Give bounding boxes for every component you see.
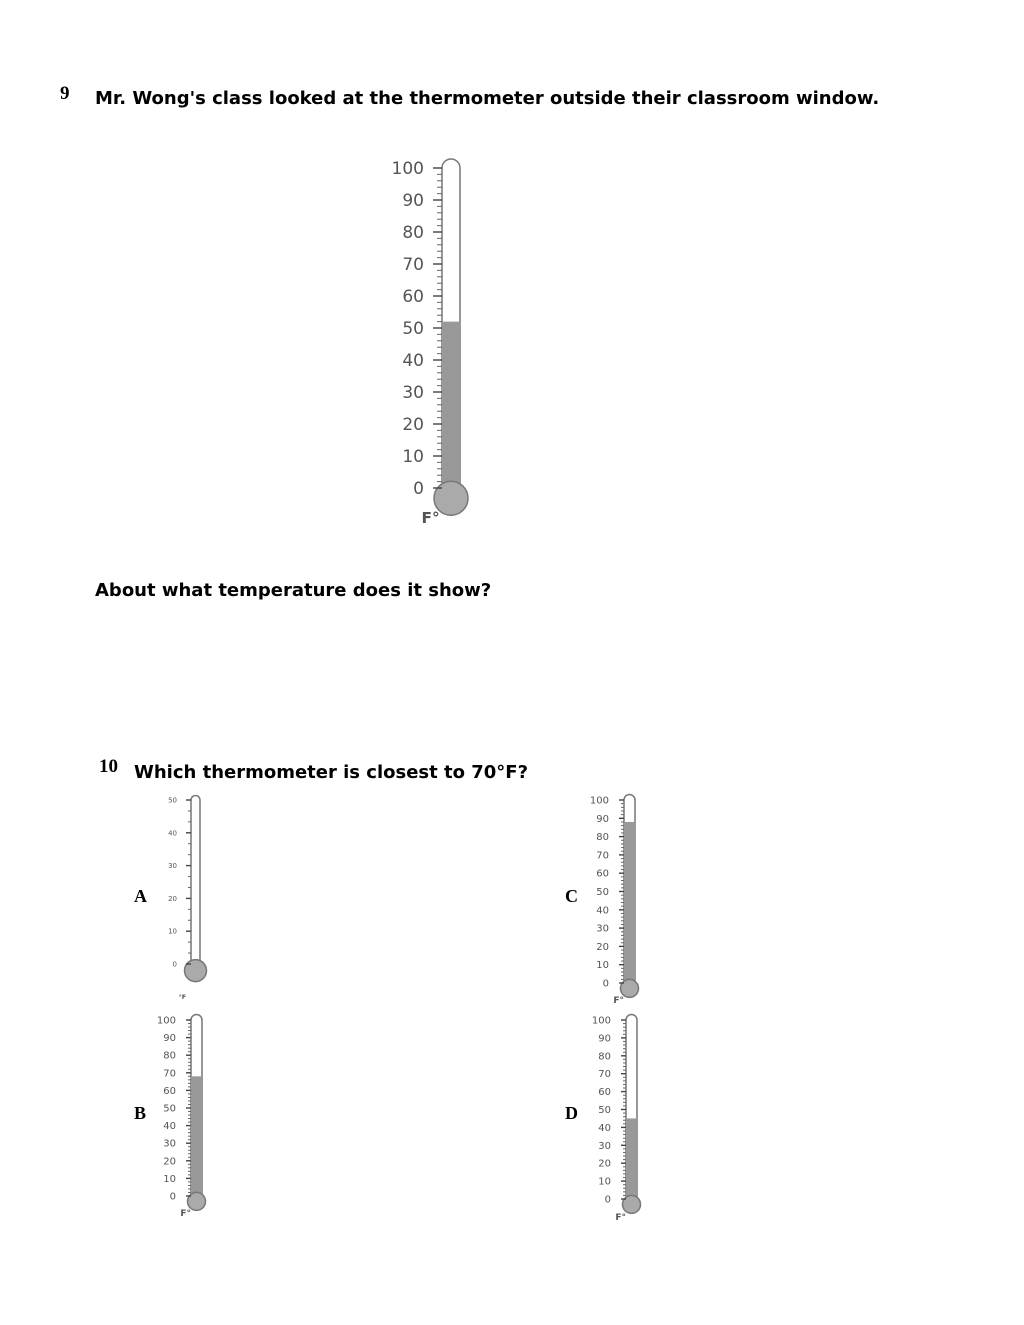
- scale-label: 90: [596, 813, 609, 825]
- scale-label: 20: [596, 941, 609, 953]
- scale-label: 30: [163, 1138, 176, 1150]
- unit-label: F°: [180, 1209, 192, 1219]
- scale-label: 20: [402, 414, 424, 435]
- scale-label: 50: [168, 796, 177, 805]
- scale-label: 40: [596, 905, 609, 917]
- scale-label: 40: [163, 1121, 176, 1133]
- option-d-letter[interactable]: D: [565, 1103, 578, 1123]
- thermometer-bulb: [621, 979, 639, 997]
- scale-label: 40: [598, 1122, 611, 1134]
- option-b-thermometer[interactable]: [150, 1008, 208, 1220]
- scale-label: 60: [598, 1087, 611, 1099]
- scale-label: 60: [596, 868, 609, 880]
- scale-label: 40: [168, 829, 177, 838]
- scale-label: 80: [598, 1051, 611, 1063]
- scale-label: 30: [168, 862, 177, 871]
- option-b-letter[interactable]: B: [134, 1103, 147, 1123]
- scale-label: 30: [598, 1140, 611, 1152]
- scale-label: 20: [168, 894, 177, 903]
- scale-label: 80: [402, 222, 424, 243]
- unit-label: F°: [421, 509, 440, 527]
- scale-label: 100: [591, 1015, 611, 1027]
- scale-label: 40: [402, 350, 424, 371]
- scale-label: 10: [402, 446, 424, 467]
- scale-label: 20: [163, 1156, 176, 1168]
- question-9-prompt: Mr. Wong's class looked at the thermometer outside their classroom window.: [95, 88, 880, 109]
- scale-label: 100: [391, 158, 424, 179]
- scale-label: 50: [598, 1105, 611, 1116]
- option-c-thermometer[interactable]: [585, 788, 637, 1006]
- scale-label: 50: [402, 318, 424, 339]
- scale-label: 50: [596, 887, 609, 898]
- scale-label: 0: [413, 478, 424, 499]
- scale-label: 60: [402, 286, 424, 307]
- option-a-thermometer[interactable]: [160, 788, 210, 1003]
- question-10-number: 10: [99, 756, 118, 777]
- unit-label: °F: [178, 994, 187, 1001]
- scale-label: 70: [402, 254, 424, 275]
- scale-label: 60: [163, 1085, 176, 1097]
- scale-label: 90: [598, 1033, 611, 1045]
- question-10-prompt: Which thermometer is closest to 70°F?: [134, 762, 529, 783]
- scale-label: 70: [163, 1068, 176, 1080]
- scale-label: 0: [602, 978, 609, 990]
- scale-label: 30: [402, 382, 424, 403]
- scale-label: 70: [598, 1069, 611, 1081]
- scale-label: 80: [596, 832, 609, 844]
- scale-label: 90: [402, 190, 424, 211]
- option-d-thermometer[interactable]: [585, 1008, 639, 1224]
- scale-label: 100: [589, 795, 609, 807]
- scale-label: 10: [168, 927, 177, 936]
- question-9-thermometer: [380, 148, 480, 533]
- thermometer-bulb: [185, 960, 207, 982]
- question-9-followup: About what temperature does it show?: [95, 580, 492, 601]
- scale-label: 0: [172, 960, 177, 969]
- scale-label: 10: [163, 1173, 176, 1185]
- scale-label: 10: [596, 960, 609, 972]
- scale-label: 20: [598, 1158, 611, 1170]
- thermometer-mercury: [627, 1118, 636, 1208]
- question-9-number: 9: [60, 83, 70, 104]
- scale-label: 70: [596, 850, 609, 862]
- thermometer-mercury: [192, 1076, 201, 1205]
- unit-label: F°: [613, 996, 625, 1006]
- thermometer-mercury: [443, 322, 459, 505]
- scale-label: 100: [156, 1015, 176, 1027]
- thermometer-bulb: [623, 1195, 641, 1213]
- scale-label: 0: [604, 1194, 611, 1206]
- thermometer-mercury: [625, 822, 634, 992]
- scale-label: 10: [598, 1176, 611, 1188]
- scale-label: 90: [163, 1033, 176, 1045]
- option-a-letter[interactable]: A: [134, 886, 147, 906]
- unit-label: F°: [615, 1213, 627, 1223]
- thermometer-tube: [191, 796, 200, 976]
- thermometer-bulb: [188, 1192, 206, 1210]
- scale-label: 80: [163, 1050, 176, 1062]
- scale-label: 0: [169, 1191, 176, 1203]
- scale-label: 30: [596, 923, 609, 935]
- scale-label: 50: [163, 1103, 176, 1115]
- option-c-letter[interactable]: C: [565, 886, 578, 906]
